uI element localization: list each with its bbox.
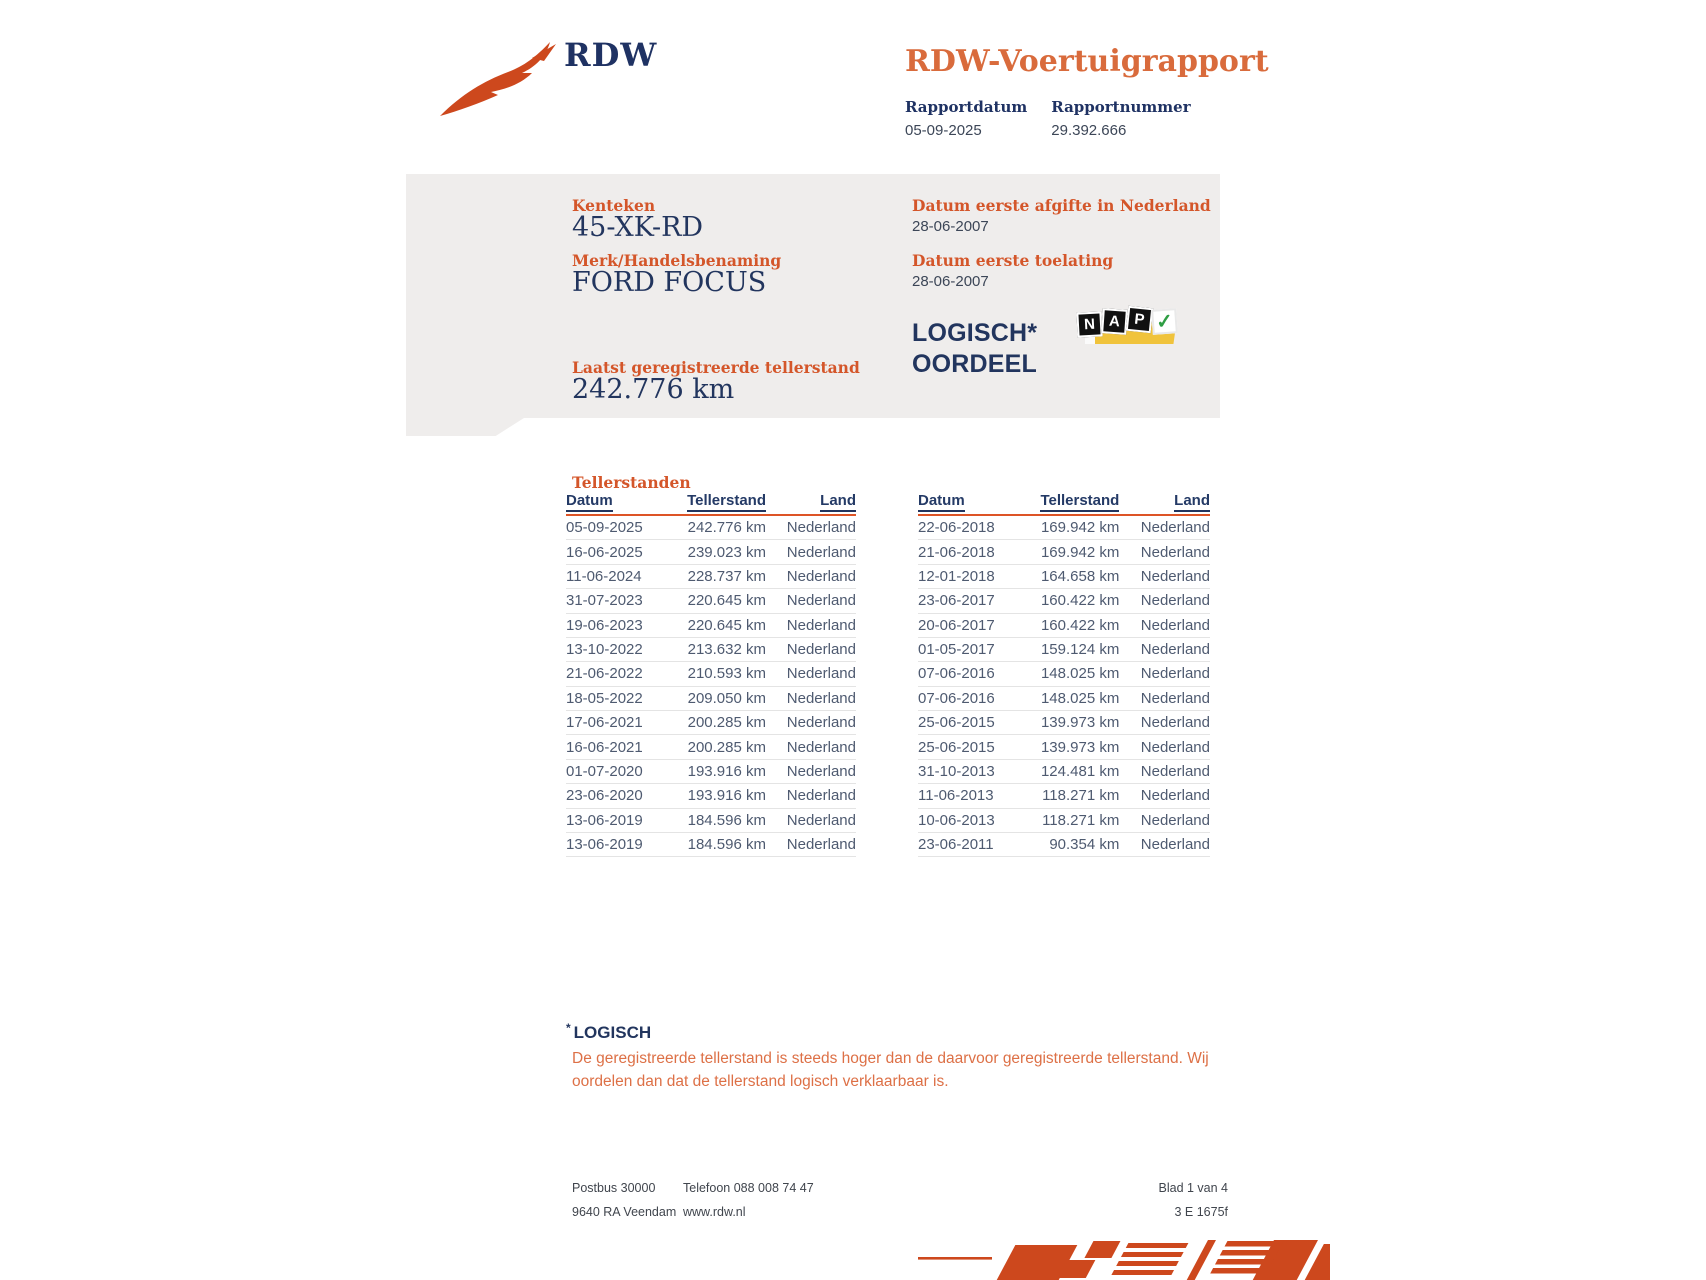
tellerstand-cell: 160.422 km bbox=[1023, 589, 1120, 613]
table-row bbox=[918, 832, 1210, 856]
land-cell: Nederland bbox=[1119, 613, 1210, 637]
land-cell: Nederland bbox=[766, 662, 856, 686]
datum-cell: 17-06-2021 bbox=[566, 711, 670, 735]
footer-postbus: Postbus 30000 bbox=[572, 1181, 656, 1195]
datum-cell: 25-06-2015 bbox=[918, 735, 1023, 759]
datum-column-header: Datum bbox=[918, 492, 1023, 515]
land-cell: Nederland bbox=[766, 686, 856, 710]
tellerstand-cell: 118.271 km bbox=[1023, 808, 1120, 832]
tellerstanden-table-left bbox=[566, 492, 856, 857]
report-date-block bbox=[905, 98, 1027, 139]
tellerstand-cell: 210.593 km bbox=[670, 662, 766, 686]
nap-tiles bbox=[1077, 309, 1177, 334]
tellerstanden-table-right bbox=[918, 492, 1210, 857]
datum-cell: 23-06-2017 bbox=[918, 589, 1023, 613]
report-number-label: Rapportnummer bbox=[1051, 98, 1191, 116]
land-cell: Nederland bbox=[766, 735, 856, 759]
table-row bbox=[566, 759, 856, 783]
table-row bbox=[566, 540, 856, 564]
table-row bbox=[918, 662, 1210, 686]
table-row bbox=[918, 808, 1210, 832]
table-row bbox=[918, 564, 1210, 588]
table-row bbox=[566, 637, 856, 661]
tellerstand-cell: 239.023 km bbox=[670, 540, 766, 564]
table-row bbox=[918, 759, 1210, 783]
footer-page-info bbox=[1159, 1176, 1229, 1224]
table-row bbox=[918, 711, 1210, 735]
table-row bbox=[566, 808, 856, 832]
table-row bbox=[566, 613, 856, 637]
tellerstand-cell: 148.025 km bbox=[1023, 686, 1120, 710]
nap-letter-a: A bbox=[1101, 308, 1128, 335]
kenteken-value: 45-XK-RD bbox=[572, 212, 704, 243]
datum-cell: 22-06-2018 bbox=[918, 515, 1023, 540]
datum-column-header: Datum bbox=[566, 492, 670, 515]
land-cell: Nederland bbox=[1119, 686, 1210, 710]
datum-cell: 23-06-2011 bbox=[918, 832, 1023, 856]
table-row bbox=[566, 711, 856, 735]
datum-cell: 23-06-2020 bbox=[566, 784, 670, 808]
land-cell: Nederland bbox=[1119, 832, 1210, 856]
oordeel-verdict bbox=[912, 318, 1037, 380]
toelating-value: 28-06-2007 bbox=[912, 273, 989, 290]
tellerstand-cell: 242.776 km bbox=[670, 515, 766, 540]
footer-contact bbox=[683, 1176, 814, 1224]
land-column-header: Land bbox=[766, 492, 856, 515]
footnote-text: De geregistreerde tellerstand is steeds hoger dan de daarvoor geregistreerde tellerstand. Wij oordelen dan dat de tellerstand logisch verklaarbaar is. bbox=[572, 1050, 1209, 1090]
datum-cell: 13-06-2019 bbox=[566, 808, 670, 832]
nap-logo-icon bbox=[1077, 309, 1177, 354]
tellerstand-cell: 193.916 km bbox=[670, 784, 766, 808]
tellerstand-cell: 164.658 km bbox=[1023, 564, 1120, 588]
tellerstand-cell: 139.973 km bbox=[1023, 711, 1120, 735]
datum-cell: 07-06-2016 bbox=[918, 662, 1023, 686]
datum-cell: 07-06-2016 bbox=[918, 686, 1023, 710]
table-row bbox=[918, 540, 1210, 564]
land-cell: Nederland bbox=[1119, 589, 1210, 613]
tellerstand-column-header: Tellerstand bbox=[1023, 492, 1120, 515]
land-cell: Nederland bbox=[766, 759, 856, 783]
datum-cell: 13-06-2019 bbox=[566, 832, 670, 856]
table-row bbox=[918, 784, 1210, 808]
table-row bbox=[566, 662, 856, 686]
tellerstand-cell: 159.124 km bbox=[1023, 637, 1120, 661]
toelating-label: Datum eerste toelating bbox=[912, 251, 1114, 270]
kenteken-label: Kenteken bbox=[572, 196, 656, 215]
table-row bbox=[566, 686, 856, 710]
tellerstand-cell: 228.737 km bbox=[670, 564, 766, 588]
datum-cell: 21-06-2022 bbox=[566, 662, 670, 686]
datum-cell: 31-07-2023 bbox=[566, 589, 670, 613]
merk-label: Merk/Handelsbenaming bbox=[572, 251, 782, 270]
land-cell: Nederland bbox=[766, 784, 856, 808]
afgifte-label: Datum eerste afgifte in Nederland bbox=[912, 196, 1211, 215]
report-date-label: Rapportdatum bbox=[905, 98, 1028, 116]
tellerstand-cell: 160.422 km bbox=[1023, 613, 1120, 637]
land-cell: Nederland bbox=[1119, 735, 1210, 759]
datum-cell: 25-06-2015 bbox=[918, 711, 1023, 735]
tellerstand-label: Laatst geregistreerde tellerstand bbox=[572, 358, 860, 377]
footnote-asterisk: * bbox=[566, 1021, 571, 1035]
footer-city: 9640 RA Veendam bbox=[572, 1205, 677, 1219]
table-row bbox=[566, 832, 856, 856]
land-cell: Nederland bbox=[1119, 637, 1210, 661]
speed-stripes-graphic bbox=[900, 1240, 1330, 1280]
table-row bbox=[566, 735, 856, 759]
land-cell: Nederland bbox=[1119, 808, 1210, 832]
table-row bbox=[566, 784, 856, 808]
tellerstand-cell: 148.025 km bbox=[1023, 662, 1120, 686]
tellerstand-cell: 200.285 km bbox=[670, 711, 766, 735]
datum-cell: 11-06-2013 bbox=[918, 784, 1023, 808]
tellerstand-cell: 209.050 km bbox=[670, 686, 766, 710]
tellerstand-cell: 220.645 km bbox=[670, 613, 766, 637]
footer-phone: Telefoon 088 008 74 47 bbox=[683, 1181, 814, 1195]
table-row bbox=[566, 564, 856, 588]
tellerstand-cell: 200.285 km bbox=[670, 735, 766, 759]
land-cell: Nederland bbox=[766, 637, 856, 661]
table-row bbox=[918, 637, 1210, 661]
land-column-header: Land bbox=[1119, 492, 1210, 515]
table-header-row bbox=[918, 492, 1210, 515]
datum-cell: 13-10-2022 bbox=[566, 637, 670, 661]
datum-cell: 12-01-2018 bbox=[918, 564, 1023, 588]
land-cell: Nederland bbox=[766, 832, 856, 856]
table-row bbox=[918, 515, 1210, 540]
footnote-title bbox=[566, 1021, 651, 1043]
footer-website: www.rdw.nl bbox=[683, 1205, 746, 1219]
land-cell: Nederland bbox=[1119, 564, 1210, 588]
land-cell: Nederland bbox=[766, 540, 856, 564]
table-row bbox=[566, 515, 856, 540]
tellerstand-cell: 90.354 km bbox=[1023, 832, 1120, 856]
tellerstand-cell: 193.916 km bbox=[670, 759, 766, 783]
datum-cell: 31-10-2013 bbox=[918, 759, 1023, 783]
datum-cell: 11-06-2024 bbox=[566, 564, 670, 588]
tellerstand-cell: 184.596 km bbox=[670, 832, 766, 856]
tellerstand-cell: 213.632 km bbox=[670, 637, 766, 661]
land-cell: Nederland bbox=[1119, 540, 1210, 564]
nap-letter-p: P bbox=[1126, 306, 1153, 333]
datum-cell: 20-06-2017 bbox=[918, 613, 1023, 637]
tellerstand-value: 242.776 km bbox=[572, 374, 735, 405]
land-cell: Nederland bbox=[1119, 759, 1210, 783]
oordeel-line1: LOGISCH* bbox=[912, 319, 1038, 347]
land-cell: Nederland bbox=[766, 564, 856, 588]
land-cell: Nederland bbox=[1119, 711, 1210, 735]
datum-cell: 05-09-2025 bbox=[566, 515, 670, 540]
datum-cell: 01-07-2020 bbox=[566, 759, 670, 783]
land-cell: Nederland bbox=[766, 711, 856, 735]
tellerstand-cell: 124.481 km bbox=[1023, 759, 1120, 783]
datum-cell: 18-05-2022 bbox=[566, 686, 670, 710]
oordeel-line2: OORDEEL bbox=[912, 350, 1038, 378]
land-cell: Nederland bbox=[766, 589, 856, 613]
footer-page-number: Blad 1 van 4 bbox=[1158, 1181, 1228, 1195]
datum-cell: 10-06-2013 bbox=[918, 808, 1023, 832]
tellerstanden-title: Tellerstanden bbox=[572, 473, 691, 492]
table-row bbox=[918, 686, 1210, 710]
report-date-value: 05-09-2025 bbox=[905, 122, 982, 139]
tellerstand-column-header: Tellerstand bbox=[670, 492, 766, 515]
tellerstand-cell: 169.942 km bbox=[1023, 515, 1120, 540]
merk-value: FORD FOCUS bbox=[572, 267, 767, 298]
tellerstand-cell: 220.645 km bbox=[670, 589, 766, 613]
report-meta bbox=[905, 98, 1191, 139]
report-number-block bbox=[1051, 98, 1190, 139]
land-cell: Nederland bbox=[1119, 662, 1210, 686]
tellerstand-cell: 139.973 km bbox=[1023, 735, 1120, 759]
rdw-wordmark: RDW bbox=[564, 36, 658, 74]
nap-checkmark-icon: ✓ bbox=[1151, 308, 1178, 335]
table-header-row bbox=[566, 492, 856, 515]
tellerstand-cell: 169.942 km bbox=[1023, 540, 1120, 564]
land-cell: Nederland bbox=[1119, 515, 1210, 540]
nap-letter-n: N bbox=[1076, 311, 1102, 337]
tellerstand-cell: 118.271 km bbox=[1023, 784, 1120, 808]
report-number-value: 29.392.666 bbox=[1051, 122, 1127, 139]
land-cell: Nederland bbox=[766, 613, 856, 637]
footer-address bbox=[572, 1176, 676, 1224]
table-row bbox=[918, 613, 1210, 637]
land-cell: Nederland bbox=[1119, 784, 1210, 808]
datum-cell: 16-06-2025 bbox=[566, 540, 670, 564]
footer-form-code: 3 E 1675f bbox=[1174, 1205, 1228, 1219]
datum-cell: 01-05-2017 bbox=[918, 637, 1023, 661]
page-title: RDW-Voertuigrapport bbox=[905, 44, 1269, 79]
datum-cell: 16-06-2021 bbox=[566, 735, 670, 759]
table-row bbox=[918, 735, 1210, 759]
land-cell: Nederland bbox=[766, 808, 856, 832]
table-row bbox=[918, 589, 1210, 613]
tellerstand-cell: 184.596 km bbox=[670, 808, 766, 832]
footnote-title-text: LOGISCH bbox=[573, 1023, 652, 1042]
rdw-feather-logo-icon bbox=[436, 34, 560, 120]
datum-cell: 21-06-2018 bbox=[918, 540, 1023, 564]
datum-cell: 19-06-2023 bbox=[566, 613, 670, 637]
afgifte-value: 28-06-2007 bbox=[912, 218, 989, 235]
land-cell: Nederland bbox=[766, 515, 856, 540]
table-row bbox=[566, 589, 856, 613]
